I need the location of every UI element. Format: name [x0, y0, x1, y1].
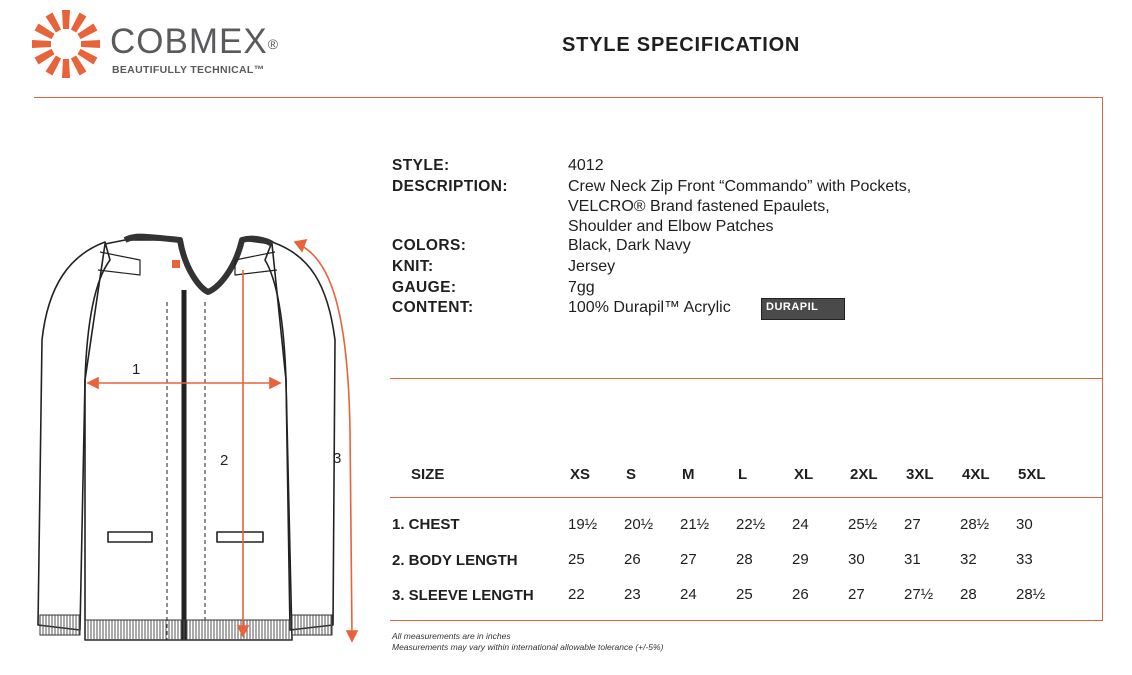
right-sleeve — [265, 242, 335, 630]
size-col-5xl: 5XL — [1018, 466, 1046, 483]
table-cell: 24 — [792, 516, 809, 533]
spec-value-description-3: Shoulder and Elbow Patches — [568, 218, 774, 235]
spec-label-colors: COLORS: — [392, 237, 467, 254]
left-sleeve — [38, 242, 110, 630]
brand-tagline: BEAUTIFULLY TECHNICAL™ — [112, 64, 265, 76]
sleeve-length-arrow — [300, 245, 352, 635]
registered-mark: ® — [267, 36, 280, 52]
size-col-xl: XL — [794, 466, 814, 483]
size-col-l: L — [738, 466, 748, 483]
row-label-body-length: 2. BODY LENGTH — [392, 552, 518, 569]
table-header-divider — [390, 497, 1103, 498]
top-divider — [34, 97, 1103, 98]
durapil-badge — [761, 298, 845, 320]
row-label-sleeve-length: 3. SLEEVE LENGTH — [392, 587, 534, 604]
table-cell: 25 — [736, 586, 753, 603]
spec-value-content: 100% Durapil™ Acrylic — [568, 299, 731, 316]
size-col-xs: XS — [570, 466, 591, 483]
size-col-m: M — [682, 466, 695, 483]
neck-label-icon — [172, 260, 180, 268]
spec-value-knit: Jersey — [568, 258, 616, 275]
spec-value-description-2: VELCRO® Brand fastened Epaulets, — [568, 198, 830, 215]
spec-value-style: 4012 — [568, 157, 604, 174]
sweater-diagram — [30, 230, 370, 660]
table-cell: 30 — [848, 551, 865, 568]
table-cell: 25 — [568, 551, 585, 568]
spec-divider — [390, 378, 1103, 379]
size-col-4xl: 4XL — [962, 466, 990, 483]
table-cell: 28 — [960, 586, 977, 603]
table-cell: 26 — [624, 551, 641, 568]
table-cell: 29 — [792, 551, 809, 568]
spec-value-description-1: Crew Neck Zip Front “Commando” with Pockets, — [568, 178, 912, 195]
collar — [125, 237, 272, 292]
page-title: STYLE SPECIFICATION — [562, 34, 801, 56]
table-cell: 30 — [1016, 516, 1033, 533]
table-cell: 22 — [568, 586, 585, 603]
table-cell: 33 — [1016, 551, 1033, 568]
size-col-2xl: 2XL — [850, 466, 878, 483]
note-tolerance: Measurements may vary within international allowable tolerance (+/-5%) — [392, 642, 664, 652]
table-cell: 24 — [680, 586, 697, 603]
size-col-s: S — [626, 466, 637, 483]
table-cell: 28 — [736, 551, 753, 568]
spec-label-content: CONTENT: — [392, 299, 474, 316]
table-cell: 32 — [960, 551, 977, 568]
table-cell: 27 — [680, 551, 697, 568]
table-cell: 23 — [624, 586, 641, 603]
right-border — [1102, 97, 1103, 621]
table-cell: 25½ — [848, 516, 878, 533]
left-pocket — [108, 532, 152, 542]
table-bottom-divider — [390, 620, 1103, 621]
note-units: All measurements are in inches — [392, 631, 511, 641]
spec-label-knit: KNIT: — [392, 258, 434, 275]
brand-name: COBMEX® — [110, 22, 280, 61]
table-cell: 27 — [848, 586, 865, 603]
spec-label-style: STYLE: — [392, 157, 450, 174]
measurement-label-1: 1 — [132, 361, 141, 378]
body-outline — [85, 240, 292, 640]
table-cell: 22½ — [736, 516, 766, 533]
measurement-label-3: 3 — [333, 450, 342, 467]
size-header: SIZE — [411, 466, 445, 483]
table-cell: 21½ — [680, 516, 710, 533]
table-cell: 28½ — [1016, 586, 1046, 603]
spec-label-gauge: GAUGE: — [392, 279, 457, 296]
table-cell: 20½ — [624, 516, 654, 533]
spec-value-colors: Black, Dark Navy — [568, 237, 691, 254]
table-cell: 27 — [904, 516, 921, 533]
durapil-badge-label: DURAPIL — [766, 301, 819, 313]
table-cell: 28½ — [960, 516, 990, 533]
measurement-label-2: 2 — [220, 452, 229, 469]
spec-value-gauge: 7gg — [568, 279, 595, 296]
table-cell: 19½ — [568, 516, 598, 533]
size-col-3xl: 3XL — [906, 466, 934, 483]
logo-burst-icon — [30, 8, 102, 80]
table-cell: 27½ — [904, 586, 934, 603]
right-pocket — [217, 532, 263, 542]
spec-label-description: DESCRIPTION: — [392, 178, 508, 195]
table-cell: 31 — [904, 551, 921, 568]
table-cell: 26 — [792, 586, 809, 603]
row-label-chest: 1. CHEST — [392, 516, 460, 533]
